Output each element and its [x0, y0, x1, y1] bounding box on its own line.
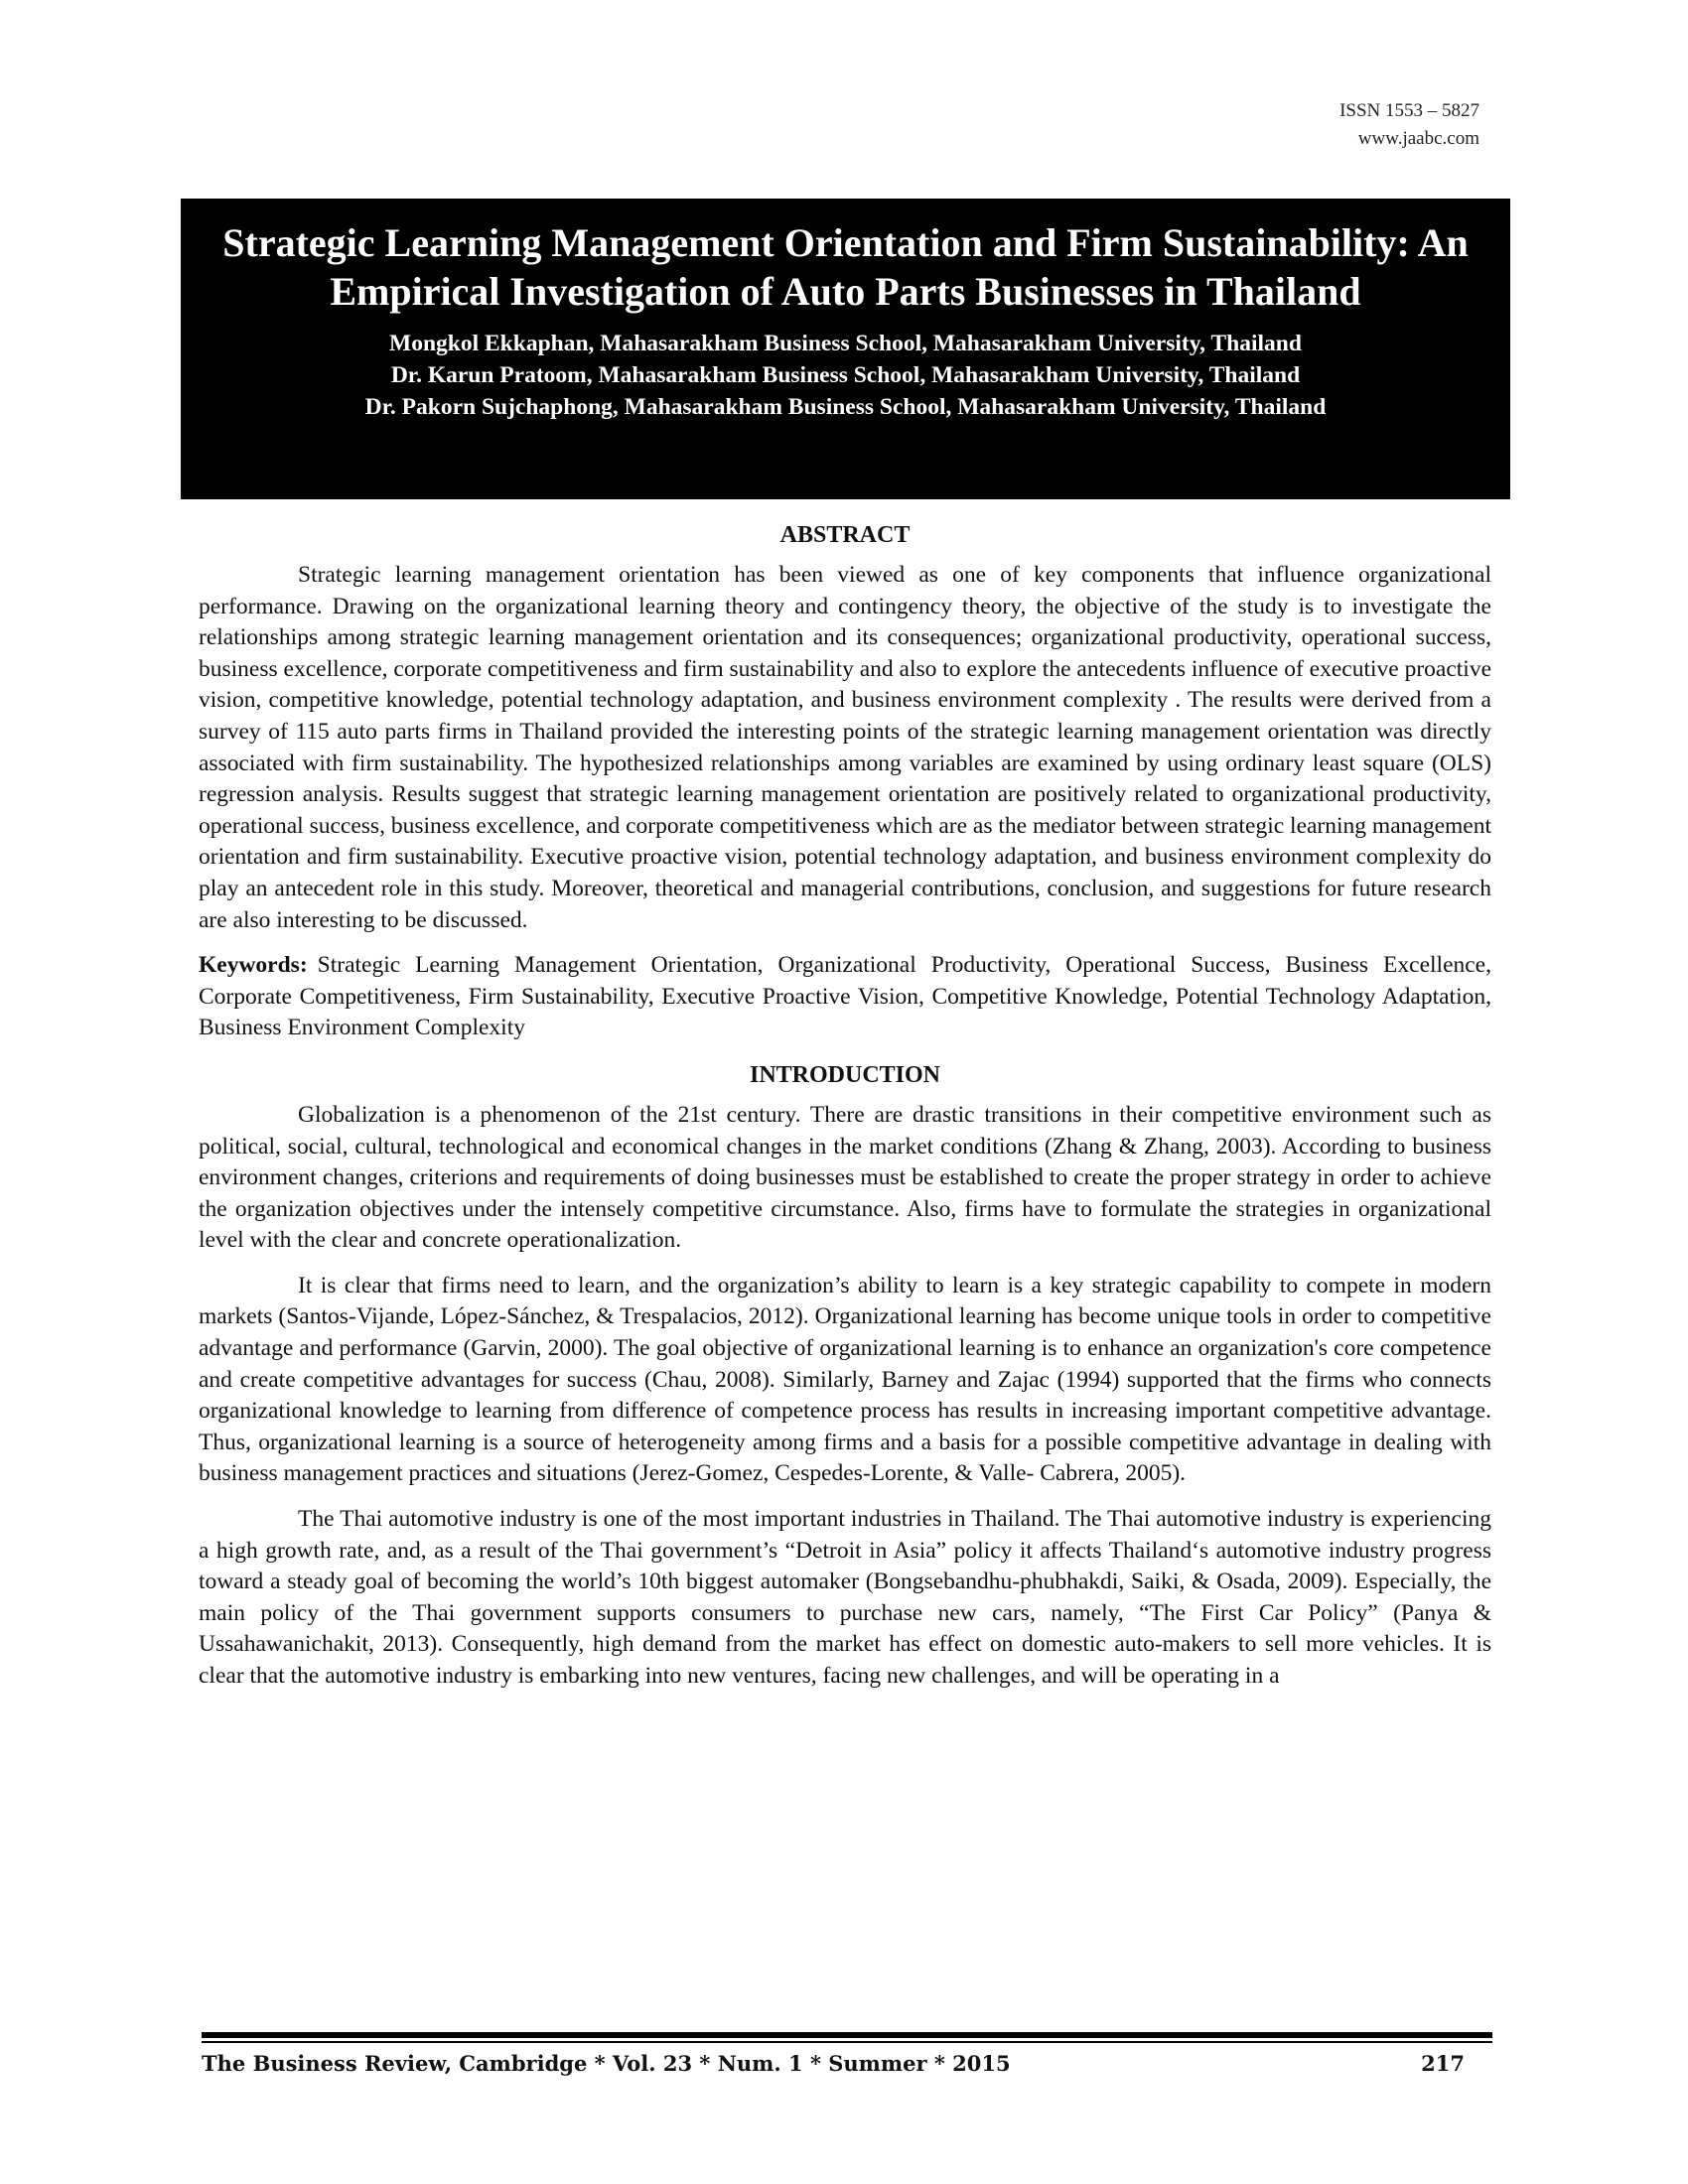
intro-paragraph: It is clear that firms need to learn, and the organization’s ability to learn is a key strategic capability to compete in modern markets (Santos-Vijande, López-Sánchez, & Trespalacios, 2012). Organizational learning has become unique tools in order to competitive advantage and performance (Garvin, 2000). The goal objective of organizational learning is to enhance an organization's core competence and create competitive advantages for success (Chau, 2008). Similarly, Barney and Zajac (1994) supported that the firms who connects organizational knowledge to learning from difference of competence process has results in increasing important competitive advantage. Thus, organizational learning is a source of heterogeneity among firms and a basis for a possible competitive advantage in dealing with business management practices and situations (Jerez-Gomez, Cespedes-Lorente, & Valle- Cabrera, 2005). — [199, 1272, 1491, 1487]
journal-citation: The Business Review, Cambridge * Vol. 23 * Num. 1 * Summer * 2015 — [202, 2051, 1011, 2076]
paper-title: Strategic Learning Management Orientation and Firm Sustainability: An Empirical Investigation of Auto Parts Businesses in Thailand — [222, 220, 1469, 314]
author-list — [181, 328, 1510, 423]
author-line: Dr. Pakorn Sujchaphong, Mahasarakham Business School, Mahasarakham University, Thailand — [364, 394, 1327, 420]
journal-website: www.jaabc.com — [1357, 128, 1479, 149]
footer-rule-thin — [202, 2041, 1492, 2043]
title-block — [181, 199, 1510, 499]
abstract-text: Strategic learning management orientation has been viewed as one of key components that influence organizational performance. Drawing on the organizational learning theory and contingency theory, the objective of the study is to investigate the relationships among strategic learning management orientation and its consequences; organizational productivity, operational success, business excellence, corporate competitiveness and firm sustainability and also to explore the antecedents influence of executive proactive vision, competitive knowledge, potential technology adaptation, and business environment complexity . The results were derived from a survey of 115 auto parts firms in Thailand provided the interesting points of the strategic learning management orientation was directly associated with firm sustainability. The hypothesized relationships among variables are examined by using ordinary least square (OLS) regression analysis. Results suggest that strategic learning management orientation are positively related to organizational productivity, operational success, business excellence, and corporate competitiveness which are as the mediator between strategic learning management orientation and firm sustainability. Executive proactive vision, potential technology adaptation, and business environment complexity do play an antecedent role in this study. Moreover, theoretical and managerial contributions, conclusion, and suggestions for future research are also interesting to be discussed. — [199, 562, 1491, 933]
paper-body — [199, 518, 1491, 1706]
keywords-label: Keywords: — [199, 952, 308, 979]
intro-paragraph: The Thai automotive industry is one of the most important industries in Thailand. The Thai automotive industry is experiencing a high growth rate, and, as a result of the Thai government’s “Detroit in Asia” policy it affects Thailand‘s automotive industry progress toward a steady goal of becoming the world’s 10th biggest automaker (Bongsebandhu-phubhakdi, Saiki, & Osada, 2009). Especially, the main policy of the Thai government supports consumers to purchase new cars, namely, “The First Car Policy” (Panya & Ussahawanichakit, 2013). Consequently, high demand from the market has effect on domestic auto-makers to sell more vehicles. It is clear that the automotive industry is embarking into new ventures, facing new challenges, and will be operating in a — [199, 1506, 1491, 1689]
page-number: 217 — [1421, 2051, 1465, 2076]
footer-rule-thick — [202, 2032, 1492, 2038]
author-line: Mongkol Ekkaphan, Mahasarakham Business School, Mahasarakham University, Thailand — [389, 331, 1302, 356]
keywords-section — [199, 950, 1491, 1044]
footer-divider — [202, 2032, 1492, 2043]
page-footer — [202, 2049, 1465, 2079]
keywords-text: Strategic Learning Management Orientation, Organizational Productivity, Operational Success, Business Excellence, Corporate Competitiveness, Firm Sustainability, Executive Proactive Vision, Competitive Knowledge, Potential Technology Adaptation, Business Environment Complexity — [199, 952, 1491, 1041]
abstract-heading: ABSTRACT — [779, 522, 911, 548]
author-line: Dr. Karun Pratoom, Mahasarakham Business School, Mahasarakham University, Thailand — [390, 362, 1301, 388]
introduction-heading: INTRODUCTION — [749, 1061, 941, 1088]
issn-number: ISSN 1553 – 5827 — [1339, 100, 1479, 121]
intro-paragraph: Globalization is a phenomenon of the 21st century. There are drastic transitions in their competitive environment such as political, social, cultural, technological and economical changes in the market conditions (Zhang & Zhang, 2003). According to business environment changes, criterions and requirements of doing businesses must be established to create the proper strategy in order to achieve the organization objectives under the intensely competitive circumstance. Also, firms have to formulate the strategies in organizational level with the clear and concrete operationalization. — [199, 1101, 1491, 1254]
journal-header — [1339, 97, 1479, 153]
